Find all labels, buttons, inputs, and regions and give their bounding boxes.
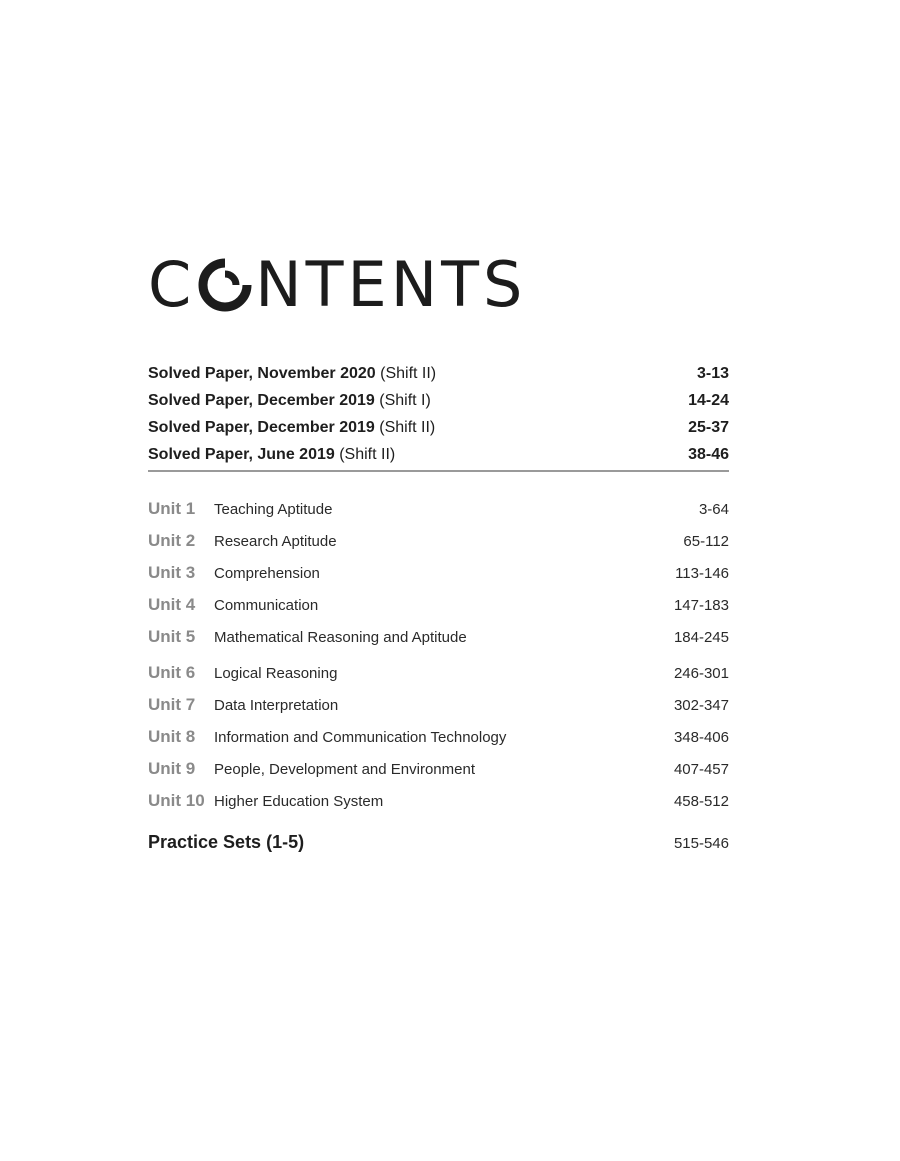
entry-label: Solved Paper, December 2019 (Shift II) — [148, 419, 436, 436]
page-range: 3-64 — [698, 501, 729, 518]
page-range: 515-546 — [673, 835, 729, 852]
page-range: 302-347 — [673, 697, 729, 714]
page-range: 38-46 — [688, 446, 729, 463]
toc-entry-solved-paper[interactable] — [148, 387, 729, 414]
entry-label: Solved Paper, June 2019 (Shift II) — [148, 446, 396, 463]
page-range: 147-183 — [673, 597, 729, 614]
unit-title: People, Development and Environment — [214, 761, 475, 778]
units-list — [148, 493, 729, 817]
swirl-o-icon — [197, 257, 253, 313]
entry-label: Solved Paper, December 2019 (Shift I) — [148, 392, 431, 409]
toc-entry-unit[interactable] — [148, 557, 729, 589]
unit-number: Unit 9 — [148, 759, 196, 778]
unit-title: Logical Reasoning — [214, 665, 338, 682]
page-range: 246-301 — [673, 665, 729, 682]
unit-number: Unit 1 — [148, 499, 196, 518]
toc-entry-solved-paper[interactable] — [148, 360, 729, 387]
page-range: 348-406 — [673, 729, 729, 746]
unit-number: Unit 3 — [148, 563, 196, 582]
toc-entry-practice-sets[interactable] — [148, 832, 729, 853]
toc-entry-unit[interactable] — [148, 721, 729, 753]
title-rest: NTENTS — [255, 248, 527, 321]
page-range: 65-112 — [683, 533, 729, 550]
toc-entry-unit[interactable] — [148, 689, 729, 721]
unit-number: Unit 4 — [148, 595, 196, 614]
practice-sets-label: Practice Sets (1-5) — [148, 832, 305, 852]
page-range: 458-512 — [673, 793, 729, 810]
toc-entry-unit[interactable] — [148, 785, 729, 817]
toc-entry-solved-paper[interactable] — [148, 414, 729, 441]
title-letter-c: C — [148, 248, 196, 321]
page-range: 113-146 — [675, 565, 729, 582]
unit-number: Unit 7 — [148, 695, 196, 714]
unit-title: Higher Education System — [214, 793, 384, 810]
unit-title: Comprehension — [214, 565, 320, 582]
page-range: 407-457 — [673, 761, 729, 778]
unit-title: Communication — [214, 597, 319, 614]
toc-entry-unit[interactable] — [148, 525, 729, 557]
toc-entry-unit[interactable] — [148, 657, 729, 689]
unit-number: Unit 8 — [148, 727, 196, 746]
unit-title: Research Aptitude — [214, 533, 337, 550]
unit-title: Mathematical Reasoning and Aptitude — [214, 629, 467, 646]
toc-entry-unit[interactable] — [148, 493, 729, 525]
unit-title: Data Interpretation — [214, 697, 339, 714]
page-title — [148, 250, 526, 320]
toc-entry-solved-paper[interactable] — [148, 441, 729, 468]
page-range: 14-24 — [688, 392, 729, 409]
section-divider — [148, 470, 729, 472]
unit-number: Unit 2 — [148, 531, 196, 550]
toc-entry-unit[interactable] — [148, 753, 729, 785]
entry-label: Solved Paper, November 2020 (Shift II) — [148, 365, 437, 382]
unit-title: Information and Communication Technology — [214, 729, 507, 746]
solved-papers-list — [148, 360, 729, 468]
page-range: 25-37 — [688, 419, 729, 436]
toc-entry-unit[interactable] — [148, 589, 729, 621]
unit-number: Unit 5 — [148, 627, 196, 646]
page-range: 3-13 — [696, 365, 729, 382]
toc-entry-unit[interactable] — [148, 621, 729, 653]
page-range: 184-245 — [673, 629, 729, 646]
unit-number: Unit 10 — [148, 791, 205, 810]
unit-number: Unit 6 — [148, 663, 196, 682]
unit-title: Teaching Aptitude — [214, 501, 333, 518]
